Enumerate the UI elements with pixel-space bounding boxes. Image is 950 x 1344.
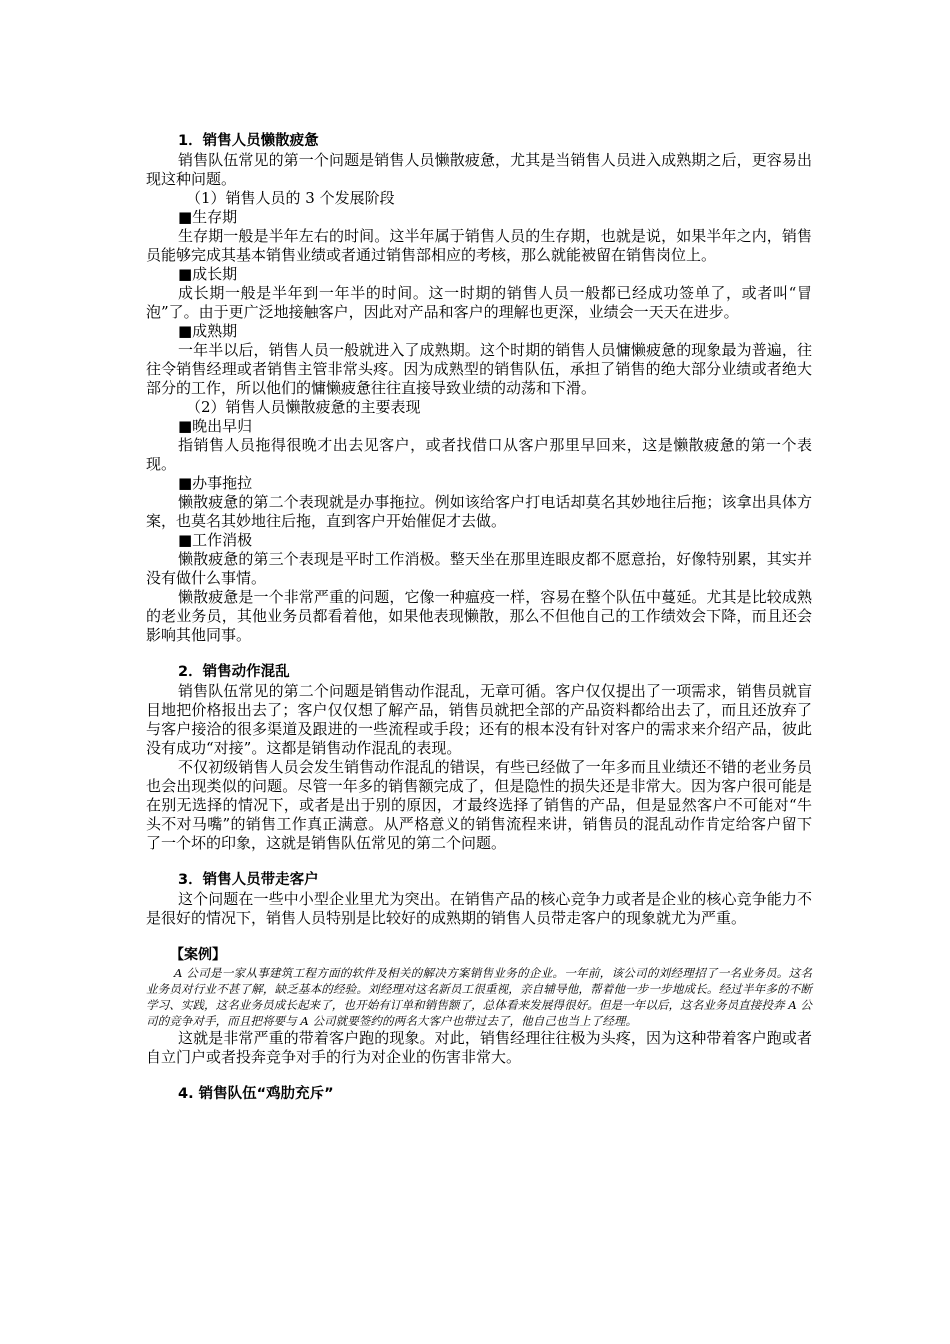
sign-text-passive: 懒散疲惫的第三个表现是平时工作消极。整天坐在那里连眼皮都不愿意抬，好像特别累，其实并没有做什么事情。: [146, 550, 812, 587]
stage-text-mature: 一年半以后，销售人员一般就进入了成熟期。这个时期的销售人员慵懒疲惫的现象最为普遍，往往令销售经理或者销售主管非常头疼。因为成熟型的销售队伍，承担了销售的绝大部分业绩或者绝大部分的工作，所以他们的慵懒疲惫往往直接导致业绩的动荡和下滑。: [146, 341, 812, 397]
section-2-heading: 2．销售动作混乱: [178, 664, 290, 680]
sign-label-passive: ■工作消极: [178, 531, 253, 549]
section-1-subheading-signs: （2）销售人员懒散疲惫的主要表现: [186, 398, 421, 416]
section-1-heading: 1．销售人员懒散疲惫: [178, 133, 319, 149]
section-1-closing: 懒散疲惫是一个非常严重的问题，它像一种瘟疫一样，容易在整个队伍中蔓延。尤其是比较成熟的老业务员，其他业务员都看着他，如果他表现懒散，那么不但他自己的工作绩效会下降，而且还会影响其他同事。: [146, 588, 812, 644]
sign-label-procrastinate: ■办事拖拉: [178, 474, 253, 492]
sign-text-late: 指销售人员拖得很晚才出去见客户，或者找借口从客户那里早回来，这是懒散疲惫的第一个表现。: [146, 436, 812, 473]
section-3-paragraph-1: 这个问题在一些中小型企业里尤为突出。在销售产品的核心竞争力或者是企业的核心竞争能力不是很好的情况下，销售人员特别是比较好的成熟期的销售人员带走客户的现象就尤为严重。: [146, 890, 812, 927]
stage-label-survival: ■生存期: [178, 208, 238, 226]
section-4-heading: 4. 销售队伍“鸡肋充斥”: [178, 1086, 334, 1102]
sign-label-late: ■晚出早归: [178, 417, 253, 435]
stage-label-growth: ■成长期: [178, 265, 238, 283]
section-3-heading: 3．销售人员带走客户: [178, 872, 319, 888]
stage-text-growth: 成长期一般是半年到一年半的时间。这一时期的销售人员一般都已经成功签单了，或者叫“冒泡”了。由于更广泛地接触客户，因此对产品和客户的理解也更深，业绩会一天天在进步。: [146, 284, 812, 321]
case-label: 【案例】: [170, 947, 226, 963]
section-1-subheading-stages: （1）销售人员的 3 个发展阶段: [186, 189, 395, 207]
section-1-intro: 销售队伍常见的第一个问题是销售人员懒散疲惫，尤其是当销售人员进入成熟期之后，更容易出现这种问题。: [146, 151, 812, 188]
stage-text-survival: 生存期一般是半年左右的时间。这半年属于销售人员的生存期，也就是说，如果半年之内，销售员能够完成其基本销售业绩或者通过销售部相应的考核，那么就能被留在销售岗位上。: [146, 227, 812, 264]
sign-text-procrastinate: 懒散疲惫的第二个表现就是办事拖拉。例如该给客户打电话却莫名其妙地往后拖；该拿出具体方案，也莫名其妙地往后拖，直到客户开始催促才去做。: [146, 493, 812, 530]
document-page: [146, 132, 812, 1104]
stage-label-mature: ■成熟期: [178, 322, 238, 340]
section-2-paragraph-2: 不仅初级销售人员会发生销售动作混乱的错误，有些已经做了一年多而且业绩还不错的老业务员也会出现类似的问题。尽管一年多的销售额完成了，但是隐性的损失还是非常大。因为客户很可能是在别无选择的情况下，或者是出于别的原因，才最终选择了销售的产品，但是显然客户不可能对“牛头不对马嘴”的销售工作真正满意。从严格意义的销售流程来讲，销售员的混乱动作肯定给客户留下了一个坏的印象，这就是销售队伍常见的第二个问题。: [146, 758, 812, 852]
section-3-paragraph-2: 这就是非常严重的带着客户跑的现象。对此，销售经理往往极为头疼，因为这种带着客户跑或者自立门户或者投奔竞争对手的行为对企业的伤害非常大。: [146, 1029, 812, 1066]
section-2-paragraph-1: 销售队伍常见的第二个问题是销售动作混乱，无章可循。客户仅仅提出了一项需求，销售员就盲目地把价格报出去了；客户仅仅想了解产品，销售员就把全部的产品资料都给出去了，而且还放弃了与客户接洽的很多渠道及跟进的一些流程或手段；还有的根本没有针对客户的需求来介绍产品，彼此没有成功“对接”。这都是销售动作混乱的表现。: [146, 682, 812, 757]
case-text: A 公司是一家从事建筑工程方面的软件及相关的解决方案销售业务的企业。一年前，该公司的刘经理招了一名业务员。这名业务员对行业不甚了解，缺乏基本的经验。刘经理对这名新员工很重视，亲自辅导他，帮着他一步一步地成长。经过半年多的不断学习、实践，这名业务员成长起来了，也开始有订单和销售额了，总体看来发展得很好。但是一年以后，这名业务员直接投奔 A 公司的竞争对手，而且把将要与 A 公司就要签约的两名大客户也带过去了，他自己也当上了经理。: [146, 966, 812, 1028]
